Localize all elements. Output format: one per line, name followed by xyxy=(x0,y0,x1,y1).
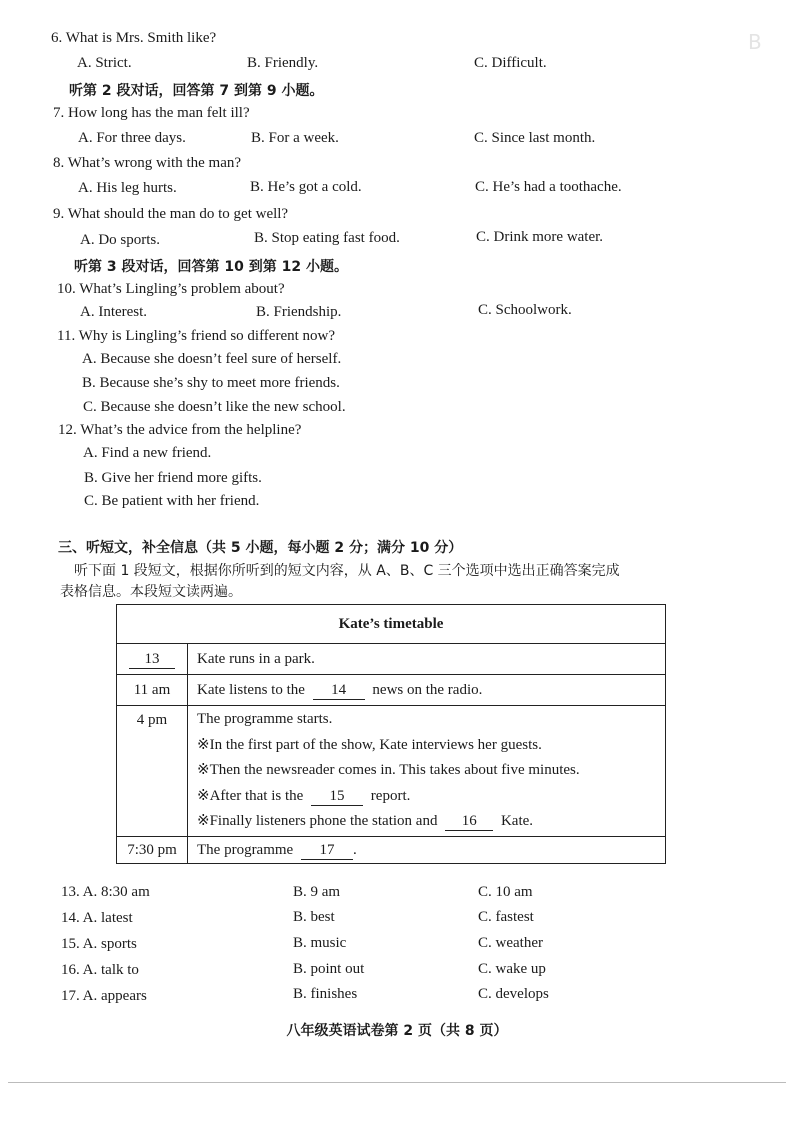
question-7-option-a: A. For three days. xyxy=(78,130,186,146)
question-6-option-a: A. Strict. xyxy=(77,55,132,71)
timetable-time-4pm: 4 pm xyxy=(117,706,188,837)
question-8-option-c: C. He’s had a toothache. xyxy=(475,179,622,195)
row-3-line-4-before: ※After that is the xyxy=(197,787,304,804)
answer-15-option-b: B. music xyxy=(293,935,347,951)
section-3-heading: 三、听短文，补全信息（共 5 小题，每小题 2 分；满分 10 分） xyxy=(58,540,463,556)
row-4-text-before: The programme xyxy=(197,841,294,858)
question-9-stem: 9. What should the man do to get well? xyxy=(53,206,289,222)
row-2-text-after: news on the radio. xyxy=(372,682,483,698)
blank-16: 16 xyxy=(445,812,493,831)
question-9-option-c: C. Drink more water. xyxy=(476,229,604,245)
question-10-option-a: A. Interest. xyxy=(80,304,148,320)
answer-16-option-b: B. point out xyxy=(293,961,365,977)
row-3-line-2: ※In the first part of the show, Kate interviews her guests. xyxy=(197,736,542,753)
timetable-time-11am: 11 am xyxy=(117,675,188,706)
question-10-option-c: C. Schoolwork. xyxy=(478,302,572,318)
answer-17-option-c: C. develops xyxy=(478,986,549,1002)
row-3-line-5 xyxy=(197,809,656,835)
question-11-stem: 11. Why is Lingling’s friend so different now? xyxy=(57,328,336,344)
blank-15: 15 xyxy=(311,787,363,806)
timetable-time-blank-13 xyxy=(117,644,188,675)
question-6-option-c: C. Difficult. xyxy=(474,55,547,71)
answer-17-option-a: 17. A. appears xyxy=(61,988,147,1004)
page-footer: 八年级英语试卷第 2 页（共 8 页） xyxy=(286,1023,508,1039)
answer-17-option-b: B. finishes xyxy=(293,986,358,1002)
question-6-stem: 6. What is Mrs. Smith like? xyxy=(51,30,217,46)
answer-13-option-a: 13. A. 8:30 am xyxy=(61,884,150,900)
blank-17: 17 xyxy=(301,841,353,860)
question-11-option-a: A. Because she doesn’t feel sure of herself. xyxy=(82,351,342,367)
row-3-line-5-before: ※Finally listeners phone the station and xyxy=(197,813,438,829)
answer-14-option-b: B. best xyxy=(293,909,335,925)
answer-14-option-c: C. fastest xyxy=(478,909,534,925)
blank-13: 13 xyxy=(129,650,175,669)
timetable-title: Kate’s timetable xyxy=(117,605,666,644)
timetable-row-4 xyxy=(188,836,666,863)
kate-timetable xyxy=(116,604,666,864)
row-3-line-4 xyxy=(197,784,656,810)
dialog-2-instruction: 听第 2 段对话，回答第 7 到第 9 小题。 xyxy=(69,83,324,99)
faint-corner-mark: B xyxy=(748,30,762,54)
answer-13-option-b: B. 9 am xyxy=(293,884,341,900)
answer-14-option-a: 14. A. latest xyxy=(61,910,133,926)
question-11-option-c: C. Because she doesn’t like the new school. xyxy=(83,399,346,415)
answer-13-option-c: C. 10 am xyxy=(478,884,533,900)
section-3-instruction-line-1: 听下面 1 段短文，根据你所听到的短文内容，从 A、B、C 三个选项中选出正确答案完成 xyxy=(74,563,620,579)
question-10-option-b: B. Friendship. xyxy=(256,304,342,320)
timetable-row-1-text: Kate runs in a park. xyxy=(188,644,666,675)
question-12-stem: 12. What’s the advice from the helpline? xyxy=(58,422,302,438)
row-4-text-after: . xyxy=(352,841,357,858)
timetable-time-730pm: 7:30 pm xyxy=(117,836,188,863)
row-3-line-3: ※Then the newsreader comes in. This takes about five minutes. xyxy=(197,762,580,778)
question-8-option-b: B. He’s got a cold. xyxy=(250,179,362,195)
question-7-stem: 7. How long has the man felt ill? xyxy=(53,105,250,121)
answer-15-option-c: C. weather xyxy=(478,935,543,951)
section-3-instruction-line-2: 表格信息。本段短文读两遍。 xyxy=(60,584,242,600)
row-3-line-4-after: report. xyxy=(370,787,411,804)
question-12-option-b: B. Give her friend more gifts. xyxy=(84,470,262,486)
timetable-row-3 xyxy=(188,706,666,837)
question-7-option-b: B. For a week. xyxy=(251,130,339,146)
question-11-option-b: B. Because she’s shy to meet more friends. xyxy=(82,375,340,391)
question-9-option-a: A. Do sports. xyxy=(80,232,161,248)
question-10-stem: 10. What’s Lingling’s problem about? xyxy=(57,281,285,297)
blank-14: 14 xyxy=(313,681,365,700)
answer-16-option-a: 16. A. talk to xyxy=(61,962,139,978)
row-2-text-before: Kate listens to the xyxy=(197,682,305,698)
question-12-option-c: C. Be patient with her friend. xyxy=(84,493,260,509)
question-8-stem: 8. What’s wrong with the man? xyxy=(53,155,242,171)
row-3-line-5-after: Kate. xyxy=(500,813,534,829)
page-bottom-rule xyxy=(8,1082,786,1083)
dialog-3-instruction: 听第 3 段对话，回答第 10 到第 12 小题。 xyxy=(74,259,348,275)
answer-15-option-a: 15. A. sports xyxy=(61,936,137,952)
answer-16-option-c: C. wake up xyxy=(478,961,546,977)
question-9-option-b: B. Stop eating fast food. xyxy=(254,230,400,246)
timetable-row-2 xyxy=(188,675,666,706)
question-7-option-c: C. Since last month. xyxy=(474,130,596,146)
row-3-line-1: The programme starts. xyxy=(197,711,333,727)
question-8-option-a: A. His leg hurts. xyxy=(78,180,177,196)
question-12-option-a: A. Find a new friend. xyxy=(83,445,212,461)
question-6-option-b: B. Friendly. xyxy=(247,55,319,71)
